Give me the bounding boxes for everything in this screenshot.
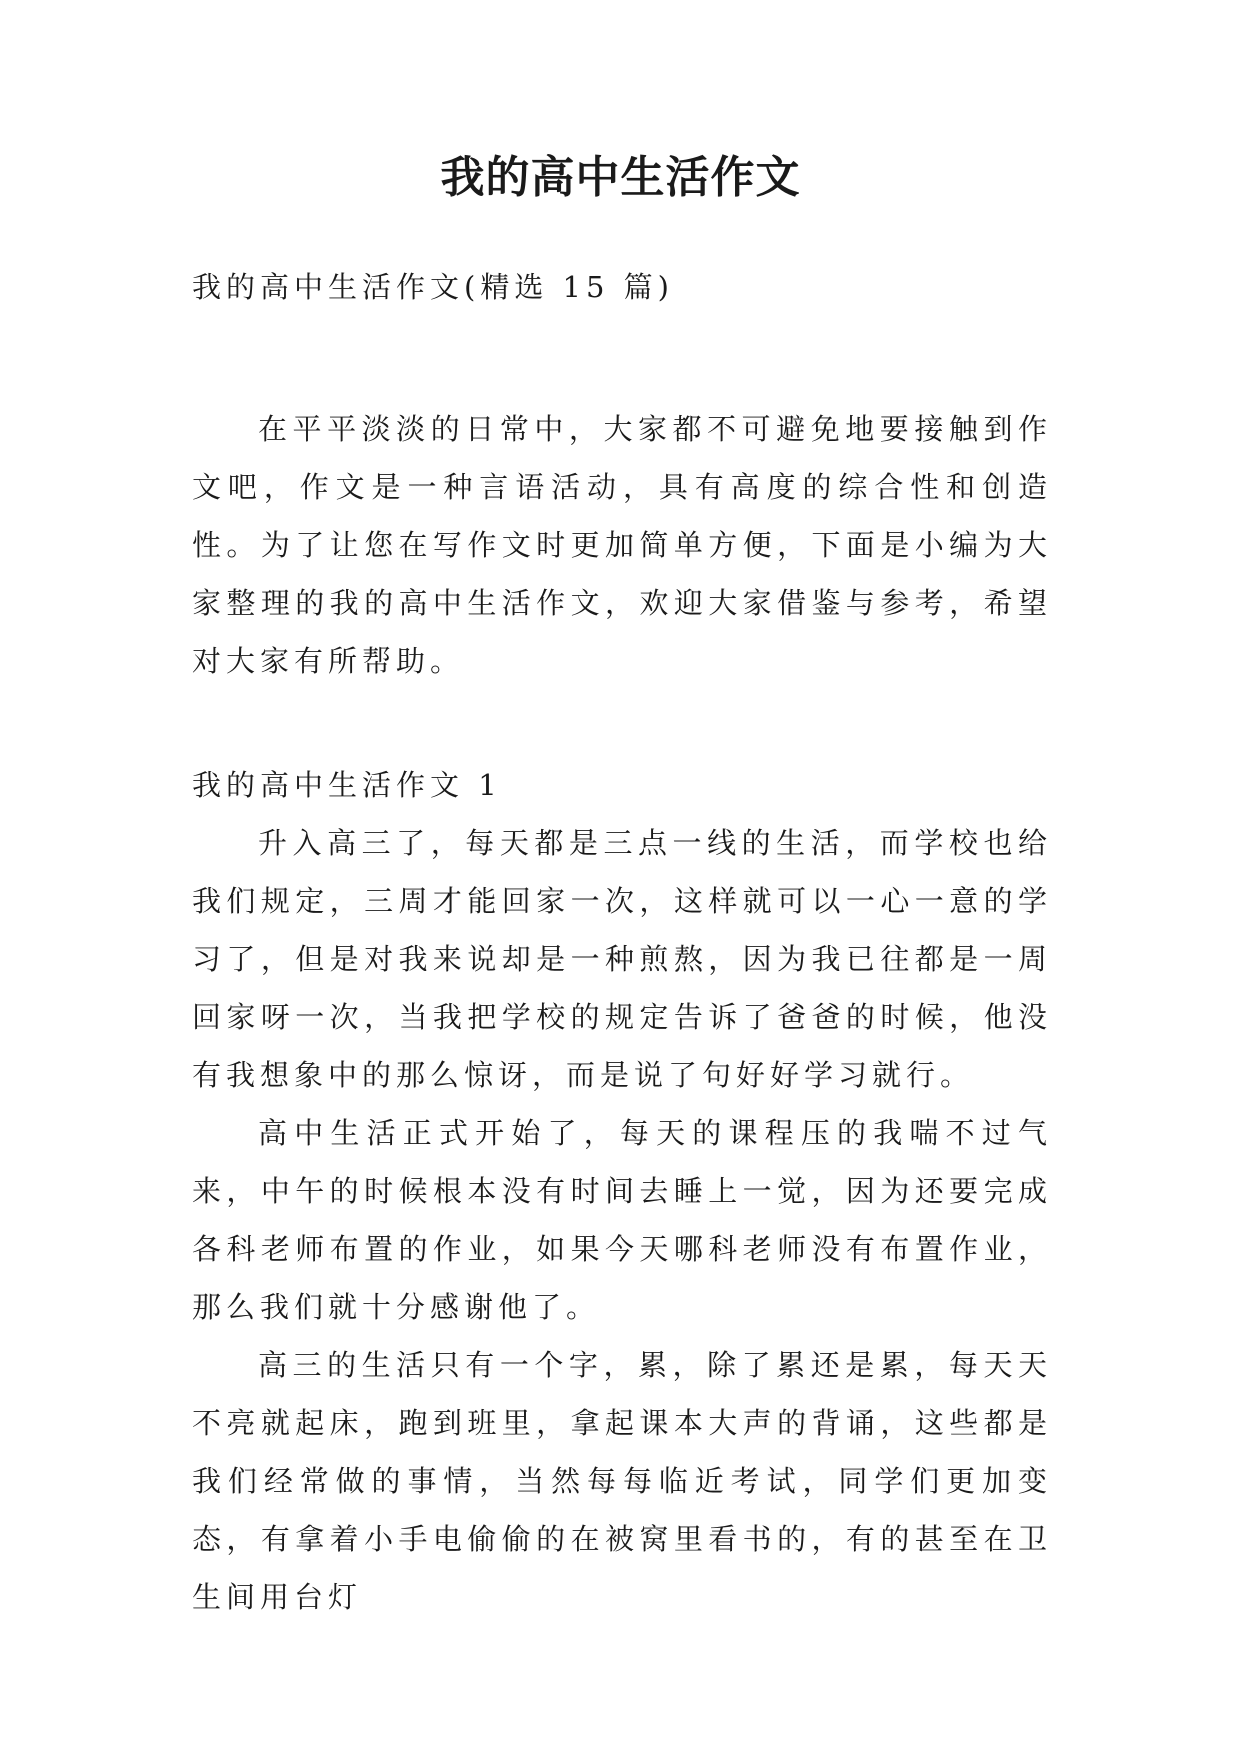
- intro-paragraph: 在平平淡淡的日常中，大家都不可避免地要接触到作文吧，作文是一种言语活动，具有高度的综合性和创造性。为了让您在写作文时更加简单方便，下面是小编为大家整理的我的高中生活作文，欢迎大家借鉴与参考，希望对大家有所帮助。: [192, 412, 1052, 678]
- section-body: [192, 814, 1052, 1626]
- body-paragraph: 高中生活正式开始了，每天的课程压的我喘不过气来，中午的时候根本没有时间去睡上一觉，因为还要完成各科老师布置的作业，如果今天哪科老师没有布置作业，那么我们就十分感谢他了。: [192, 1116, 1052, 1324]
- document-subtitle: 我的高中生活作文(精选 15 篇): [192, 270, 674, 304]
- body-paragraph: 高三的生活只有一个字，累，除了累还是累，每天天不亮就起床，跑到班里，拿起课本大声的背诵，这些都是我们经常做的事情，当然每每临近考试，同学们更加变态，有拿着小手电偷偷的在被窝里看书的，有的甚至在卫生间用台灯: [192, 1348, 1052, 1614]
- document-title: 我的高中生活作文: [440, 152, 801, 203]
- section-heading: 我的高中生活作文 1: [192, 768, 502, 802]
- body-paragraph: 升入高三了，每天都是三点一线的生活，而学校也给我们规定，三周才能回家一次，这样就可以一心一意的学习了，但是对我来说却是一种煎熬，因为我已往都是一周回家呀一次，当我把学校的规定告诉了爸爸的时候，他没有我想象中的那么惊讶，而是说了句好好学习就行。: [192, 826, 1052, 1092]
